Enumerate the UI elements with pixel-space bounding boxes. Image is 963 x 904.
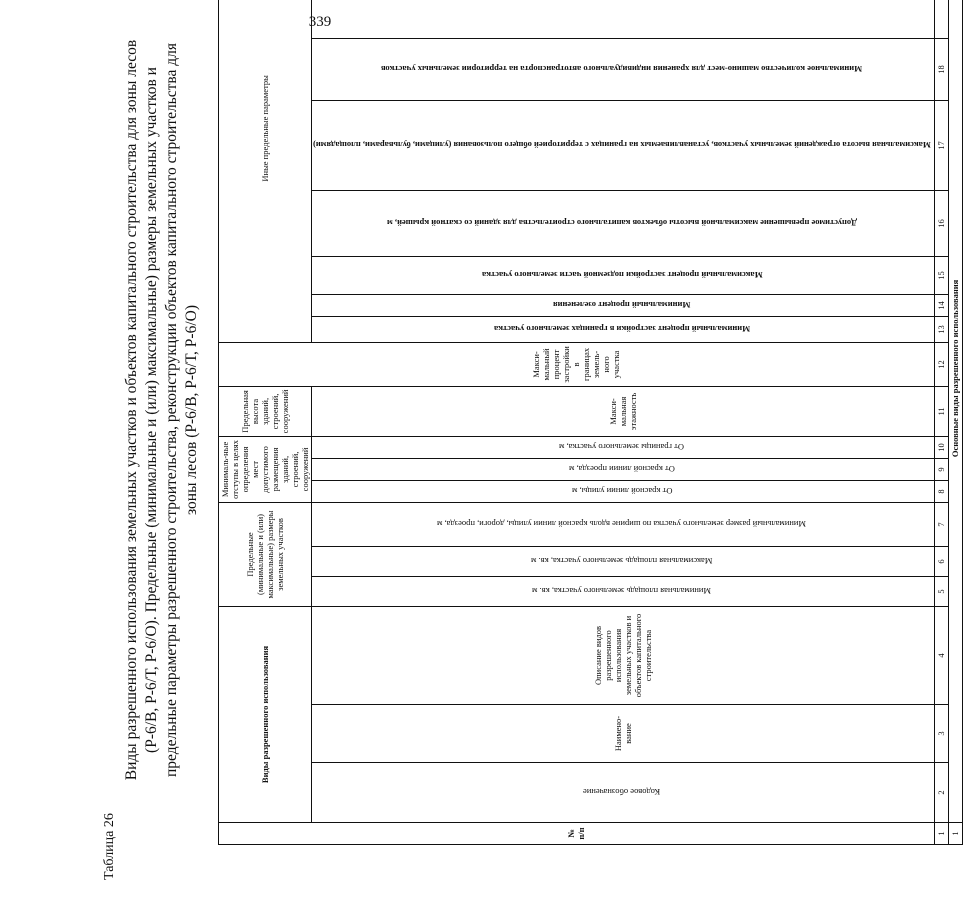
zoning-parameters-table bbox=[218, 0, 963, 845]
colnum: 13 bbox=[934, 316, 948, 342]
table-title: Виды разрешенного использования земельных участков и объектов капитального строительства для зоны лесов (Р-6/В, Р-6/Т, Р-6/О). Предельные (минимальные и (или) максимальные) размеры земельных участков и предельные параметры разрешенного строительства, реконструкции объектов капитального строительства для зоны лесов (Р-6/В, Р-6/Т, Р-6/О) bbox=[123, 39, 200, 781]
table-label: Таблица 26 bbox=[102, 813, 117, 880]
section-title: Основные виды разрешенного использования bbox=[948, 0, 962, 823]
colnum: 9 bbox=[934, 458, 948, 480]
header-p13: Минимальный процент застройки в границах земельного участка bbox=[312, 316, 935, 342]
header-setbacks: Минималь-ные отступы в целях определения мест допустимого размещения зданий, строений, сооружений bbox=[219, 436, 312, 502]
colnum: 2 bbox=[934, 763, 948, 823]
header-max-area: Максимальная площадь земельного участка, кв. м bbox=[312, 546, 935, 576]
page-number: 339 bbox=[308, 14, 332, 30]
colnum: 5 bbox=[934, 576, 948, 606]
header-height: Предельная высота зданий, строений, сооружений bbox=[219, 386, 312, 436]
row-index: 1 bbox=[948, 823, 962, 845]
header-vri: Виды разрешенного использования bbox=[219, 606, 312, 822]
header-desc: Описание видов разрешенного использования земельных участков и объектов капитального строительства bbox=[312, 606, 935, 704]
header-name: Наимено-вание bbox=[312, 705, 935, 763]
colnum bbox=[934, 0, 948, 38]
colnum: 4 bbox=[934, 606, 948, 704]
colnum: 12 bbox=[934, 342, 948, 386]
header-p15: Максимальный процент застройки подземной части земельного участка bbox=[312, 256, 935, 294]
colnum: 1 bbox=[934, 823, 948, 845]
header-min-area: Минимальная площадь земельного участка, кв. м bbox=[312, 576, 935, 606]
colnum: 17 bbox=[934, 100, 948, 190]
colnum: 18 bbox=[934, 38, 948, 100]
header-p14: Минимальный процент озеленения bbox=[312, 294, 935, 316]
colnum: 10 bbox=[934, 436, 948, 458]
header-coverage: Макси-мальный процент застройки в границах земель-ного участка bbox=[219, 342, 935, 386]
column-number-row bbox=[934, 0, 948, 845]
colnum: 3 bbox=[934, 705, 948, 763]
section-row bbox=[948, 0, 962, 845]
header-p16: Допустимое превышение максимальной высоты объектов капитального строительства для зданий со скатной крышей, м bbox=[312, 190, 935, 256]
colnum: 15 bbox=[934, 256, 948, 294]
colnum: 11 bbox=[934, 386, 948, 436]
colnum: 14 bbox=[934, 294, 948, 316]
header-num: № п/п bbox=[219, 823, 935, 845]
header-p18: Минимальное количество машино-мест для хранения индивидуального автотранспорта на территории земельных участков bbox=[312, 38, 935, 100]
header-p17: Максимальная высота ограждений земельных участков, устанавливаемых на границах с территорией общего пользования (улицами, бульварами, площадями) bbox=[312, 100, 935, 190]
colnum: 7 bbox=[934, 502, 948, 546]
colnum: 8 bbox=[934, 480, 948, 502]
header-floors: Макси-мальная этажность bbox=[312, 386, 935, 436]
header-setback-drive: От красной линии проезда, м bbox=[312, 458, 935, 480]
colnum: 6 bbox=[934, 546, 948, 576]
header-setback-plot: От границы земельного участка, м bbox=[312, 436, 935, 458]
header-plot-sizes: Предельные (минимальные и (или) максимальные) размеры земельных участков bbox=[219, 502, 312, 606]
header-other: Иные предельные параметры bbox=[219, 0, 312, 342]
header-p19 bbox=[312, 0, 935, 38]
header-setback-street: От красной линии улицы, м bbox=[312, 480, 935, 502]
rotated-page-content bbox=[60, 20, 961, 880]
colnum: 16 bbox=[934, 190, 948, 256]
header-code: Кодовое обозначение bbox=[312, 763, 935, 823]
header-min-size: Минимальный размер земельного участка по ширине вдоль красной линии улицы, дороги, проезда, м bbox=[312, 502, 935, 546]
